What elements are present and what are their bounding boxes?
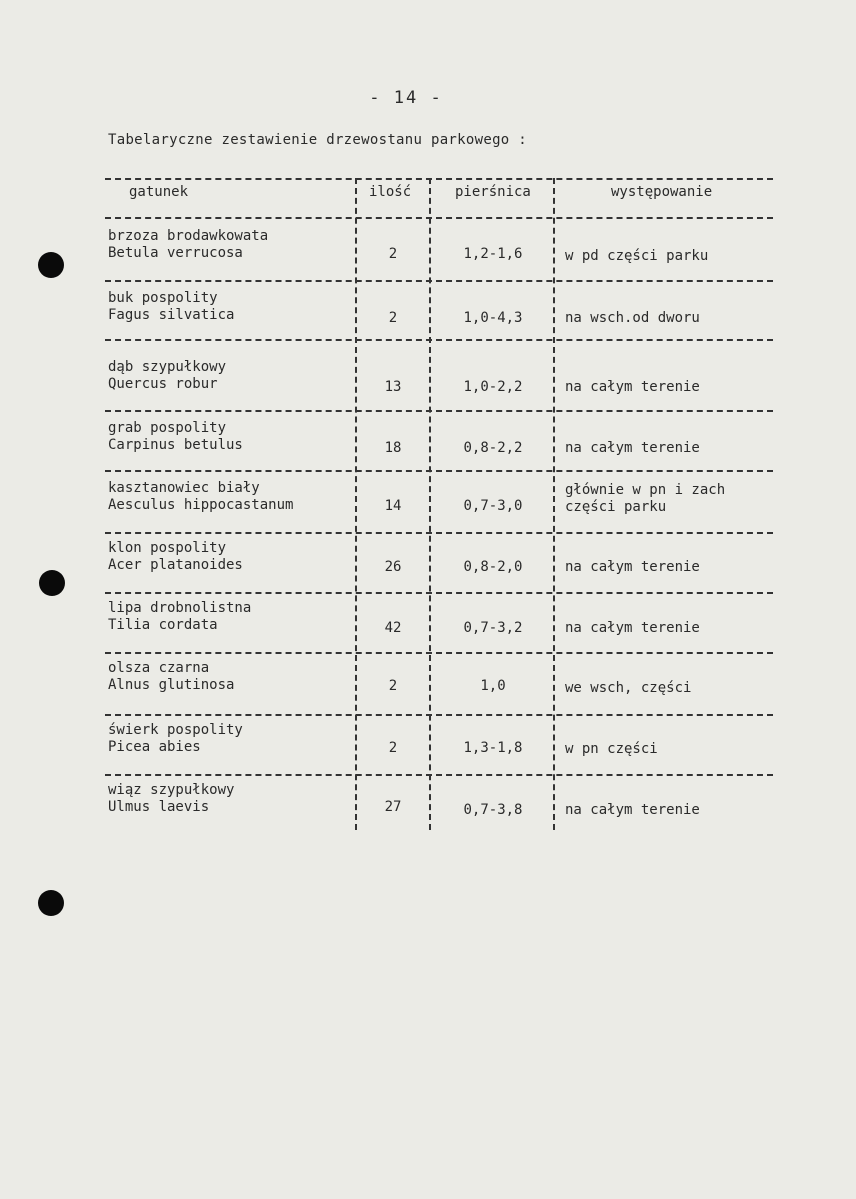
table-rule (105, 470, 773, 472)
dbh-value: 1,2-1,6 (463, 246, 523, 262)
occurrence-text: na wsch.od dworu (565, 310, 700, 326)
dbh-value: 1,0 (480, 678, 506, 694)
header-quantity: ilość (369, 184, 412, 200)
species-name-latin: Picea abies (108, 739, 201, 755)
quantity-value: 2 (388, 310, 398, 326)
occurrence-text: na całym terenie (565, 379, 700, 395)
species-name-latin: Alnus glutinosa (108, 677, 235, 693)
species-name-latin: Carpinus betulus (108, 437, 243, 453)
species-name-latin: Betula verrucosa (108, 245, 243, 261)
table-rule (105, 532, 773, 534)
species-name-pl: klon pospolity (108, 540, 227, 556)
table-rule (105, 714, 773, 716)
occurrence-text: głównie w pn i zach (565, 482, 726, 498)
table-rule (105, 652, 773, 654)
header-occurrence: występowanie (611, 184, 713, 200)
dbh-value: 0,8-2,0 (463, 559, 523, 575)
header-species: gatunek (129, 184, 189, 200)
dbh-value: 0,7-3,2 (463, 620, 523, 636)
occurrence-text: na całym terenie (565, 559, 700, 575)
column-separator (553, 178, 555, 830)
dbh-value: 1,0-2,2 (463, 379, 523, 395)
dbh-value: 1,0-4,3 (463, 310, 523, 326)
species-name-latin: Acer platanoides (108, 557, 243, 573)
dbh-value: 0,8-2,2 (463, 440, 523, 456)
table-rule (105, 280, 773, 282)
occurrence-text: w pn części (565, 741, 658, 757)
occurrence-text-continued: części parku (565, 499, 667, 515)
occurrence-text: na całym terenie (565, 440, 700, 456)
dbh-value: 0,7-3,8 (463, 802, 523, 818)
species-name-pl: świerk pospolity (108, 722, 243, 738)
table-rule (105, 410, 773, 412)
dbh-value: 0,7-3,0 (463, 498, 523, 514)
table-rule (105, 339, 773, 341)
species-name-latin: Tilia cordata (108, 617, 218, 633)
species-name-latin: Fagus silvatica (108, 307, 235, 323)
punch-hole (38, 890, 64, 916)
species-name-latin: Aesculus hippocastanum (108, 497, 294, 513)
quantity-value: 2 (388, 740, 398, 756)
quantity-value: 2 (388, 678, 398, 694)
species-name-pl: wiąz szypułkowy (108, 782, 235, 798)
occurrence-text: na całym terenie (565, 620, 700, 636)
quantity-value: 26 (384, 559, 402, 575)
species-name-latin: Ulmus laevis (108, 799, 210, 815)
quantity-value: 42 (384, 620, 402, 636)
quantity-value: 18 (384, 440, 402, 456)
table-rule (105, 592, 773, 594)
species-name-pl: grab pospolity (108, 420, 227, 436)
species-name-pl: brzoza brodawkowata (108, 228, 269, 244)
species-name-latin: Quercus robur (108, 376, 218, 392)
species-name-pl: buk pospolity (108, 290, 218, 306)
occurrence-text: we wsch, części (565, 680, 692, 696)
header-dbh: pierśnica (455, 184, 531, 200)
page-number: - 14 - (369, 88, 443, 108)
species-name-pl: lipa drobnolistna (108, 600, 252, 616)
punch-hole (38, 252, 64, 278)
table-heading: Tabelaryczne zestawienie drzewostanu parkowego : (108, 132, 527, 148)
species-name-pl: olsza czarna (108, 660, 210, 676)
species-name-pl: dąb szypułkowy (108, 359, 227, 375)
column-separator (429, 178, 431, 830)
table-rule (105, 178, 773, 180)
quantity-value: 14 (384, 498, 402, 514)
quantity-value: 27 (384, 799, 402, 815)
occurrence-text: na całym terenie (565, 802, 700, 818)
occurrence-text: w pd części parku (565, 248, 709, 264)
table-rule (105, 217, 773, 219)
quantity-value: 2 (388, 246, 398, 262)
quantity-value: 13 (384, 379, 402, 395)
table-rule (105, 774, 773, 776)
dbh-value: 1,3-1,8 (463, 740, 523, 756)
species-name-pl: kasztanowiec biały (108, 480, 260, 496)
punch-hole (39, 570, 65, 596)
